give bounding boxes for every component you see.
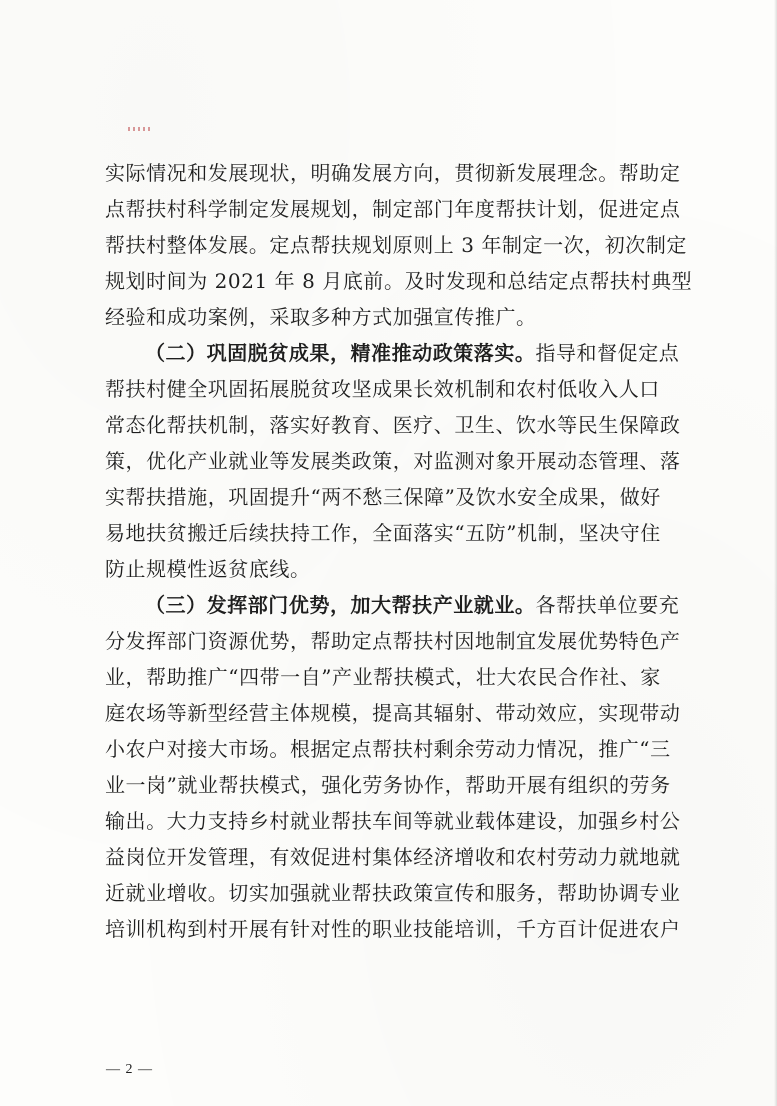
text-line bbox=[105, 335, 715, 371]
text-line bbox=[105, 407, 715, 443]
line-text: 小农户对接大市场。根据定点帮扶村剩余劳动力情况，推广“三 bbox=[105, 737, 671, 761]
text-line bbox=[105, 731, 715, 767]
text-line bbox=[105, 227, 715, 263]
line-text: 分发挥部门资源优势，帮助定点帮扶村因地制宜发展优势特色产 bbox=[105, 629, 681, 653]
line-text: 庭农场等新型经营主体规模，提高其辐射、带动效应，实现带动 bbox=[105, 701, 681, 725]
line-text: 防止规模性返贫底线。 bbox=[105, 557, 311, 581]
page-number: — 2 — bbox=[106, 1062, 153, 1077]
section-heading: （二）巩固脱贫成果，精准推动政策落实。 bbox=[145, 341, 536, 365]
text-line bbox=[105, 371, 715, 407]
text-line bbox=[105, 659, 715, 695]
text-line bbox=[105, 803, 715, 839]
text-line bbox=[105, 443, 715, 479]
line-text: 实际情况和发展现状，明确发展方向，贯彻新发展理念。帮助定 bbox=[105, 161, 681, 185]
text-line bbox=[105, 263, 715, 299]
text-line bbox=[105, 155, 715, 191]
line-text: 培训机构到村开展有针对性的职业技能培训，千方百计促进农户 bbox=[105, 917, 681, 941]
line-text: 常态化帮扶机制，落实好教育、医疗、卫生、饮水等民生保障政 bbox=[105, 413, 681, 437]
line-text: 各帮扶单位要充 bbox=[535, 593, 680, 617]
line-text: 易地扶贫搬迁后续扶持工作，全面落实“五防”机制，坚决守住 bbox=[105, 521, 661, 545]
paragraph bbox=[105, 587, 715, 947]
text-line bbox=[105, 767, 715, 803]
text-line bbox=[105, 875, 715, 911]
line-text: 输出。大力支持乡村就业帮扶车间等就业载体建设，加强乡村公 bbox=[105, 809, 681, 833]
text-line bbox=[105, 515, 715, 551]
red-dotted-mark bbox=[128, 127, 152, 131]
line-text: 业，帮助推广“四带一自”产业帮扶模式，壮大农民合作社、家 bbox=[105, 665, 661, 689]
text-line bbox=[105, 839, 715, 875]
text-line bbox=[105, 623, 715, 659]
line-text: 业一岗”就业帮扶模式，强化劳务协作，帮助开展有组织的劳务 bbox=[105, 773, 671, 797]
paragraph bbox=[105, 155, 715, 335]
text-line bbox=[105, 587, 715, 623]
line-text: 经验和成功案例，采取多种方式加强宣传推广。 bbox=[105, 305, 537, 329]
paragraph bbox=[105, 335, 715, 587]
text-line bbox=[105, 911, 715, 947]
line-text: 指导和督促定点 bbox=[535, 341, 680, 365]
section-heading: （三）发挥部门优势，加大帮扶产业就业。 bbox=[145, 593, 536, 617]
text-line bbox=[105, 479, 715, 515]
line-text: 帮扶村整体发展。定点帮扶规划原则上 3 年制定一次，初次制定 bbox=[105, 233, 687, 257]
line-text: 规划时间为 2021 年 8 月底前。及时发现和总结定点帮扶村典型 bbox=[105, 269, 693, 293]
line-text: 点帮扶村科学制定发展规划，制定部门年度帮扶计划，促进定点 bbox=[105, 197, 681, 221]
line-text: 策，优化产业就业等发展类政策，对监测对象开展动态管理、落 bbox=[105, 449, 681, 473]
document-body bbox=[105, 155, 715, 947]
text-line bbox=[105, 551, 715, 587]
line-text: 近就业增收。切实加强就业帮扶政策宣传和服务，帮助协调专业 bbox=[105, 881, 681, 905]
text-line bbox=[105, 299, 715, 335]
line-text: 益岗位开发管理，有效促进村集体经济增收和农村劳动力就地就 bbox=[105, 845, 681, 869]
line-text: 帮扶村健全巩固拓展脱贫攻坚成果长效机制和农村低收入人口 bbox=[105, 377, 660, 401]
text-line bbox=[105, 191, 715, 227]
text-line bbox=[105, 695, 715, 731]
line-text: 实帮扶措施，巩固提升“两不愁三保障”及饮水安全成果，做好 bbox=[105, 485, 661, 509]
